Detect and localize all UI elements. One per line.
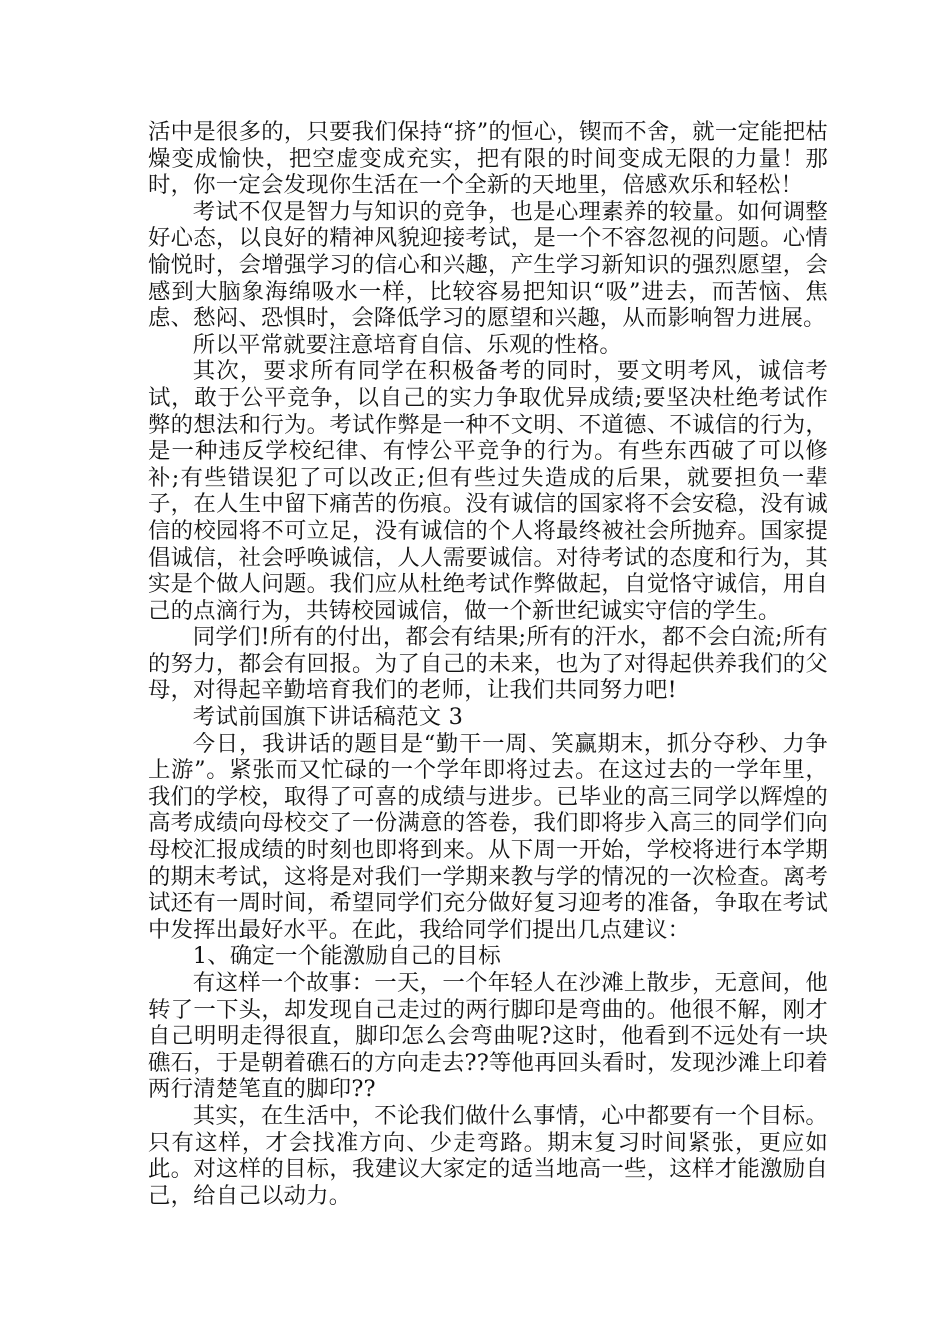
paragraph: 考试不仅是智力与知识的竞争，也是心理素养的较量。如何调整好心态，以良好的精神风貌迎接考试，是一个不容忽视的问题。心情愉悦时，会增强学习的信心和兴趣，产生学习新知识的强烈愿望，会感到大脑象海绵吸水一样，比较容易把知识“吸”进去，而苦恼、焦虑、愁闷、恐惧时，会降低学习的愿望和兴趣，从而影响智力进展。 xyxy=(148,198,828,332)
list-item-heading: 1、确定一个能激励自己的目标 xyxy=(192,943,501,970)
document-body xyxy=(148,119,828,1209)
paragraph: 同学们!所有的付出，都会有结果;所有的汗水，都不会白流;所有的努力，都会有回报。为了自己的未来，也为了对得起供养我们的父母，对得起辛勤培育我们的老师，让我们共同努力吧! xyxy=(148,624,828,704)
section-heading: 考试前国旗下讲话稿范文 3 xyxy=(192,704,464,731)
paragraph: 其实，在生活中，不论我们做什么事情，心中都要有一个目标。只有这样，才会找准方向、少走弯路。期末复习时间紧张，更应如此。对这样的目标，我建议大家定的适当地高一些，这样才能激励自己，给自己以动力。 xyxy=(148,1102,828,1209)
paragraph: 今日，我讲话的题目是“勤干一周、笑赢期末，抓分夺秒、力争上游”。紧张而又忙碌的一个学年即将过去。在这过去的一学年里，我们的学校，取得了可喜的成绩与进步。已毕业的高三同学以辉煌的高考成绩向母校交了一份满意的答卷，我们即将步入高三的同学们向母校汇报成绩的时刻也即将到来。从下周一开始，学校将进行本学期的期末考试，这将是对我们一学期来教与学的情况的一次检查。离考试还有一周时间，希望同学们充分做好复习迎考的准备，争取在考试中发挥出最好水平。在此，我给同学们提出几点建议： xyxy=(148,730,828,943)
paragraph: 有这样一个故事：一天，一个年轻人在沙滩上散步，无意间，他转了一下头，却发现自己走过的两行脚印是弯曲的。他很不解，刚才自己明明走得很直，脚印怎么会弯曲呢?这时，他看到不远处有一块礁石，于是朝着礁石的方向走去??等他再回头看时，发现沙滩上印着两行清楚笔直的脚印?? xyxy=(148,970,828,1103)
paragraph: 所以平常就要注意培育自信、乐观的性格。 xyxy=(192,331,623,358)
paragraph: 活中是很多的，只要我们保持“挤”的恒心，锲而不舍，就一定能把枯燥变成愉快，把空虚变成充实，把有限的时间变成无限的力量！那时，你一定会发现你生活在一个全新的天地里，倍感欢乐和轻松！ xyxy=(148,119,828,199)
paragraph: 其次，要求所有同学在积极备考的同时，要文明考风，诚信考试，敢于公平竞争，以自己的实力争取优异成绩;要坚决杜绝考试作弊的想法和行为。考试作弊是一种不文明、不道德、不诚信的行为，是一种违反学校纪律、有悖公平竞争的行为。有些东西破了可以修补;有些错误犯了可以改正;但有些过失造成的后果，就要担负一辈子，在人生中留下痛苦的伤痕。没有诚信的国家将不会安稳，没有诚信的校园将不可立足，没有诚信的个人将最终被社会所抛弃。国家提倡诚信，社会呼唤诚信，人人需要诚信。对待考试的态度和行为，其实是个做人问题。我们应从杜绝考试作弊做起，自觉恪守诚信，用自己的点滴行为，共铸校园诚信，做一个新世纪诚实守信的学生。 xyxy=(148,358,828,624)
